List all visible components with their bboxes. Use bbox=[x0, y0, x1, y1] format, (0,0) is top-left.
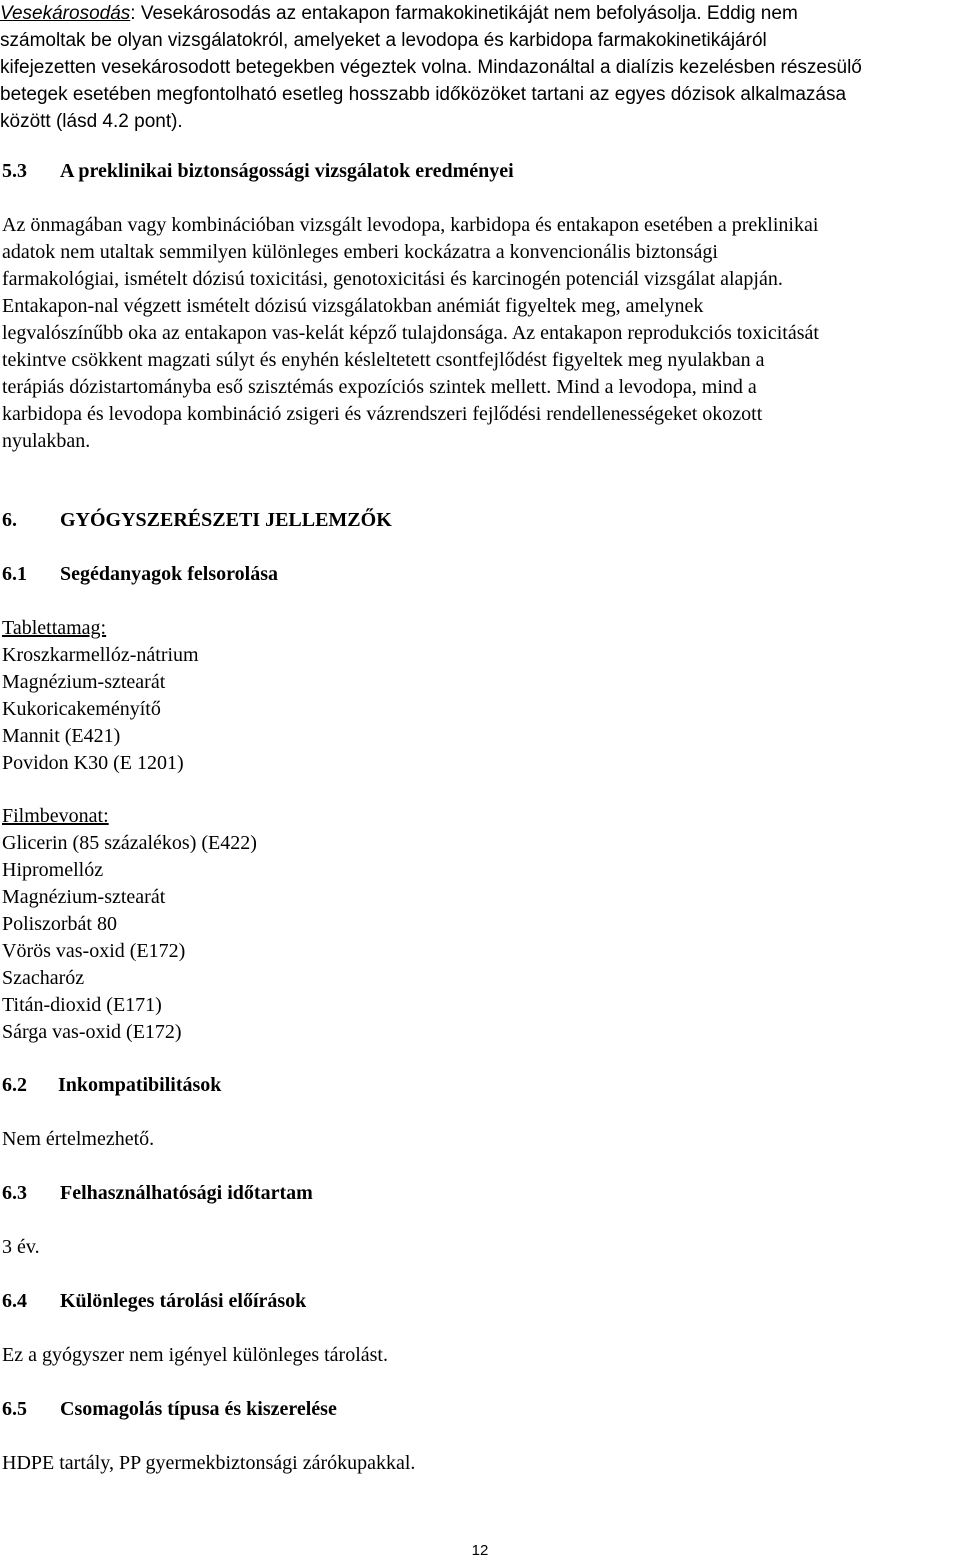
list-item: Titán-dioxid (E171) bbox=[2, 994, 162, 1016]
section-6-1 bbox=[2, 561, 958, 588]
section-6-4-text: Ez a gyógyszer nem igényel különleges tárolást. bbox=[2, 1344, 388, 1366]
list-item: Kukoricakeményítő bbox=[2, 698, 161, 720]
list-item: Glicerin (85 százalékos) (E422) bbox=[2, 832, 257, 854]
section-5-3 bbox=[2, 158, 958, 185]
section-6-3 bbox=[2, 1180, 958, 1207]
list-item: Magnézium-sztearát bbox=[2, 671, 166, 693]
tablet-core-items bbox=[2, 642, 958, 777]
list-item: Sárga vas-oxid (E172) bbox=[2, 1021, 182, 1043]
intro-line-3: kifejezetten vesekárosodott betegekben végeztek volna. Mindazonáltal a dialízis kezelésben részesülő bbox=[0, 57, 862, 78]
section-6-2 bbox=[2, 1072, 958, 1099]
tablet-core-list bbox=[2, 615, 958, 777]
list-item: Magnézium-sztearát bbox=[2, 886, 166, 908]
section-6-2-heading: 6.2 Inkompatibilitások bbox=[2, 1074, 222, 1096]
list-item: Szacharóz bbox=[2, 967, 85, 989]
renal-impairment-term: Vesekárosodás bbox=[0, 3, 131, 24]
intro-line-4: betegek esetében megfontolható esetleg hosszabb időközöket tartani az egyes dózisok alkalmazása bbox=[0, 84, 847, 105]
list-item: Povidon K30 (E 1201) bbox=[2, 752, 184, 774]
section-6-4-heading: 6.4 Különleges tárolási előírások bbox=[2, 1290, 307, 1312]
page-number: 12 bbox=[471, 1542, 489, 1559]
intro-line-2: számoltak be olyan vizsgálatokról, amelyeket a levodopa és karbidopa farmakokinetikájáról bbox=[0, 30, 767, 51]
section-6-heading: 6. GYÓGYSZERÉSZETI JELLEMZŐK bbox=[2, 509, 392, 531]
film-coating-label: Filmbevonat: bbox=[2, 805, 109, 827]
section-5-3-body: Az önmagában vagy kombinációban vizsgált levodopa, karbidopa és entakapon esetében a preklinikai adatok nem utaltak semmilyen különleges emberi kockázatra a konvencionális biztonsági farmakológiai, ismételt dózisú toxicitási, genotoxicitási és karcinogén potenciál vizsgálat alapján. Entakapon-nal végzett ismételt dózisú vizsgálatokban anémiát figyeltek meg, amelynek legvalószínűbb oka az entakapon vas-kelát képző tulajdonsága. Az entakapon reprodukciós toxicitását tekintve csökkent magzati súlyt és enyhén késleltetett csontfejlődést figyeltek meg nyulakban a terápiás dózistartományba eső szisztémás expozíciós szintek mellett. Mind a levodopa, mind a karbidopa és levodopa kombináció zsigeri és vázrendszeri fejlődési rendellenességeket okozott nyulakban. bbox=[2, 214, 819, 452]
section-6-4 bbox=[2, 1288, 958, 1315]
section-6-5-heading: 6.5 Csomagolás típusa és kiszerelése bbox=[2, 1398, 337, 1420]
list-item: Kroszkarmellóz-nátrium bbox=[2, 644, 199, 666]
film-coating-list bbox=[2, 803, 958, 1046]
film-coating-items bbox=[2, 830, 958, 1046]
renal-impairment-paragraph bbox=[0, 0, 960, 135]
list-item: Vörös vas-oxid (E172) bbox=[2, 940, 186, 962]
list-item: Hipromellóz bbox=[2, 859, 104, 881]
section-6-1-heading: 6.1 Segédanyagok felsorolása bbox=[2, 563, 278, 585]
intro-line-5: között (lásd 4.2 pont). bbox=[0, 111, 183, 132]
tablet-core-label: Tablettamag: bbox=[2, 617, 107, 639]
intro-line-1: Vesekárosodás: Vesekárosodás az entakapon farmakokinetikáját nem befolyásolja. Eddig nem bbox=[0, 3, 798, 24]
list-item: Mannit (E421) bbox=[2, 725, 121, 747]
section-6-2-text: Nem értelmezhető. bbox=[2, 1128, 155, 1150]
section-6 bbox=[2, 507, 958, 534]
list-item: Poliszorbát 80 bbox=[2, 913, 117, 935]
section-6-5 bbox=[2, 1396, 958, 1423]
section-5-3-heading: 5.3 A preklinikai biztonságossági vizsgálatok eredményei bbox=[2, 160, 514, 182]
section-6-5-text: HDPE tartály, PP gyermekbiztonsági zárókupakkal. bbox=[2, 1452, 416, 1474]
section-6-3-heading: 6.3 Felhasználhatósági időtartam bbox=[2, 1182, 313, 1204]
section-6-3-text: 3 év. bbox=[2, 1236, 40, 1258]
